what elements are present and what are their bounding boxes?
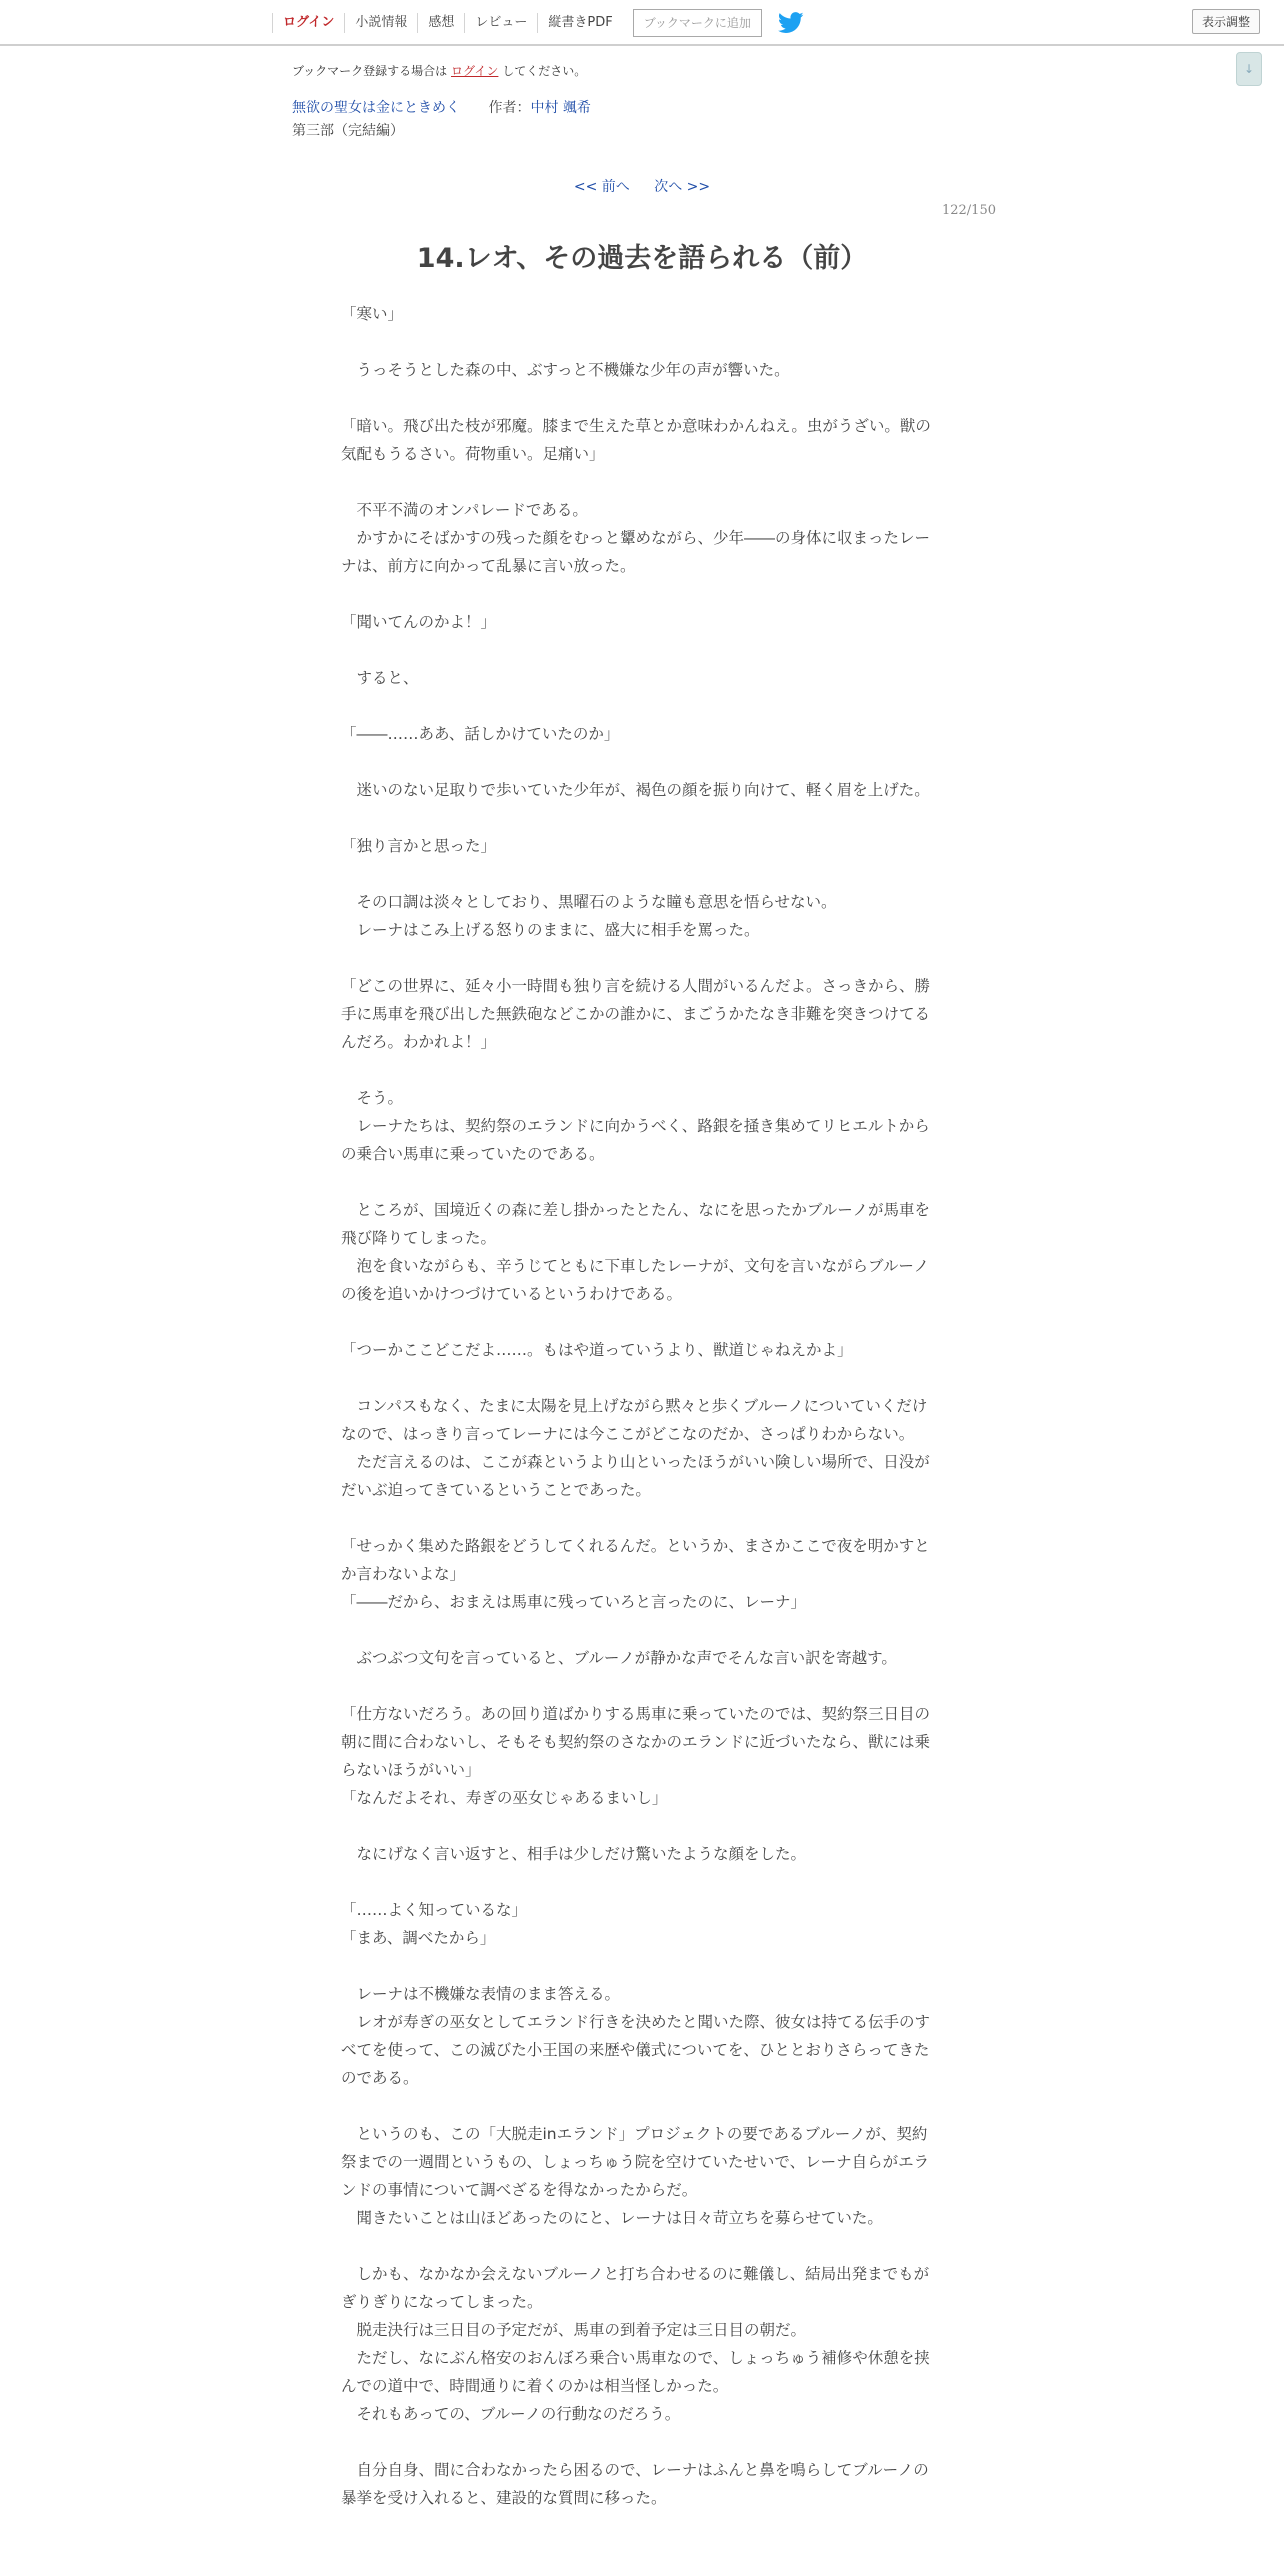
novel-paragraph: レーナはこみ上げる怒りのままに、盛大に相手を罵った。	[341, 921, 760, 939]
chapter-pager	[0, 176, 1284, 196]
main-nav	[272, 0, 804, 46]
blank-line	[341, 2092, 937, 2120]
novel-paragraph: その口調は淡々としており、黒曜石のような瞳も意思を悟らせない。	[341, 893, 837, 911]
nav-vertical-pdf-link[interactable]: 縦書きPDF	[537, 13, 622, 33]
novel-paragraph: 「まあ、調べたから」	[341, 1929, 496, 1947]
part-label: 第三部（完結編）	[292, 123, 404, 139]
novel-paragraph: 不平不満のオンパレードである。	[341, 501, 588, 519]
blank-line	[341, 468, 937, 496]
novel-paragraph: 「寒い」	[341, 305, 404, 323]
display-adjust-button[interactable]: 表示調整	[1192, 9, 1260, 34]
blank-line	[341, 804, 937, 832]
blank-line	[341, 860, 937, 888]
novel-paragraph: 「……よく知っているな」	[341, 1901, 528, 1919]
novel-paragraph: ぶつぶつ文句を言っていると、ブルーノが静かな声でそんな言い訳を寄越す。	[341, 1649, 897, 1667]
novel-paragraph: レーナは不機嫌な表情のまま答える。	[341, 1985, 621, 2003]
novel-paragraph: ただ言えるのは、ここが森というより山といったほうがいい険しい場所で、日没がだいぶ迫ってきているということであった。	[341, 1453, 930, 1499]
novel-paragraph: 自分自身、間に合わなかったら困るので、レーナはふんと鼻を鳴らしてブルーノの暴挙を受け入れると、建設的な質問に移った。	[341, 2461, 929, 2507]
novel-paragraph: 迷いのない足取りで歩いていた少年が、褐色の顔を振り向けて、軽く眉を上げた。	[341, 781, 930, 799]
novel-paragraph: レーナたちは、契約祭のエランドに向かうべく、路銀を掻き集めてリヒエルトからの乗合い馬車に乗っていたのである。	[341, 1117, 930, 1163]
blank-line	[341, 748, 937, 776]
novel-paragraph: 「せっかく集めた路銀をどうしてくれるんだ。というか、まさかここで夜を明かすとか言わないよな」	[341, 1537, 930, 1583]
blank-line	[341, 692, 937, 720]
novel-paragraph: そう。	[341, 1089, 404, 1107]
novel-paragraph: というのも、この「大脱走inエランド」プロジェクトの要であるブルーノが、契約祭までの一週間というもの、しょっちゅう院を空けていたせいで、レーナ自らがエランドの事情について調べざるを得なかったからだ。	[341, 2125, 930, 2199]
nav-review-link[interactable]: レビュー	[464, 13, 537, 33]
novel-paragraph: かすかにそばかすの残った顔をむっと顰めながら、少年――の身体に収まったレーナは、前方に向かって乱暴に言い放った。	[341, 529, 931, 575]
blank-line	[341, 1616, 937, 1644]
novel-paragraph: ただし、なにぶん格安のおんぼろ乗合い馬車なので、しょっちゅう補修や休憩を挟んでの道中で、時間通りに着くのかは相当怪しかった。	[341, 2349, 930, 2395]
novel-paragraph: 「暗い。飛び出た枝が邪魔。膝まで生えた草とか意味わかんねえ。虫がうざい。獣の気配もうるさい。荷物重い。足痛い」	[341, 417, 931, 463]
novel-paragraph: 「つーかここどこだよ……。もはや道っていうより、獣道じゃねえかよ」	[341, 1341, 853, 1359]
blank-line	[341, 1308, 937, 1336]
blank-line	[341, 1812, 937, 1840]
blank-line	[341, 1056, 937, 1084]
blank-line	[341, 384, 937, 412]
blank-line	[341, 580, 937, 608]
novel-paragraph: 脱走決行は三日目の予定だが、馬車の到着予定は三日目の朝だ。	[341, 2321, 807, 2339]
add-bookmark-button[interactable]: ブックマークに追加	[633, 9, 762, 37]
series-title-link[interactable]: 無欲の聖女は金にときめく	[292, 100, 460, 116]
novel-paragraph: レオが寿ぎの巫女としてエランド行きを決めたと聞いた際、彼女は持てる伝手のすべてを使って、この滅びた小王国の来歴や儀式についてを、ひととおりさらってきたのである。	[341, 2013, 931, 2087]
novel-paragraph: 「なんだよそれ、寿ぎの巫女じゃあるまいし」	[341, 1789, 668, 1807]
blank-line	[341, 2232, 937, 2260]
blank-line	[341, 1504, 937, 1532]
blank-line	[341, 1868, 937, 1896]
nav-impressions-link[interactable]: 感想	[417, 13, 464, 33]
novel-paragraph: 泡を食いながらも、辛うじてともに下車したレーナが、文句を言いながらブルーノの後を追いかけつづけているというわけである。	[341, 1257, 930, 1303]
prev-chapter-link[interactable]: << 前へ	[573, 179, 630, 195]
blank-line	[341, 328, 937, 356]
novel-paragraph: すると、	[341, 669, 419, 687]
novel-paragraph: コンパスもなく、たまに太陽を見上げながら黙々と歩くブルーノについていくだけなので、はっきり言ってレーナには今ここがどこなのだか、さっぱりわからない。	[341, 1397, 928, 1443]
novel-paragraph: 「――……ああ、話しかけていたのか」	[341, 725, 620, 743]
novel-body	[341, 300, 937, 2512]
novel-paragraph: なにげなく言い返すと、相手は少しだけ驚いたような顔をした。	[341, 1845, 807, 1863]
top-navigation-bar	[0, 0, 1284, 46]
nav-login-link[interactable]: ログイン	[272, 13, 344, 33]
novel-paragraph: 「仕方ないだろう。あの回り道ばかりする馬車に乗っていたのでは、契約祭三日目の朝に間に合わないし、そもそも契約祭のさなかのエランドに近づいたなら、獣には乗らないほうがいい」	[341, 1705, 931, 1779]
blank-line	[341, 2428, 937, 2456]
next-chapter-link[interactable]: 次へ >>	[654, 179, 711, 195]
page-counter: 122/150	[941, 203, 996, 218]
blank-line	[341, 636, 937, 664]
blank-line	[341, 1672, 937, 1700]
novel-paragraph: 「聞いてんのかよ！」	[341, 613, 497, 631]
bookmark-note-login-link[interactable]: ログイン	[451, 64, 499, 78]
novel-paragraph: 聞きたいことは山ほどあったのにと、レーナは日々苛立ちを募らせていた。	[341, 2209, 883, 2227]
novel-paragraph: ところが、国境近くの森に差し掛かったとたん、なにを思ったかブルーノが馬車を飛び降りてしまった。	[341, 1201, 931, 1247]
series-info	[292, 97, 591, 117]
twitter-bird-icon[interactable]	[778, 12, 804, 34]
novel-paragraph: それもあっての、ブルーノの行動なのだろう。	[341, 2405, 681, 2423]
blank-line	[341, 1168, 937, 1196]
bookmark-note-prefix: ブックマーク登録する場合は	[292, 64, 448, 78]
blank-line	[341, 1364, 937, 1392]
blank-line	[341, 944, 937, 972]
chapter-title: 14.レオ、その過去を語られる（前）	[416, 243, 868, 274]
novel-paragraph: 「独り言かと思った」	[341, 837, 497, 855]
author-name-link[interactable]: 中村 颯希	[530, 100, 591, 116]
author-label: 作者：	[488, 100, 531, 116]
bookmark-note-suffix: してください。	[502, 64, 587, 78]
blank-line	[341, 1952, 937, 1980]
nav-novel-info-link[interactable]: 小説情報	[344, 13, 417, 33]
novel-paragraph: しかも、なかなか会えないブルーノと打ち合わせるのに難儀し、結局出発までもがぎりぎりになってしまった。	[341, 2265, 930, 2311]
bookmark-login-note	[292, 62, 586, 79]
novel-paragraph: 「――だから、おまえは馬車に残っていろと言ったのに、レーナ」	[341, 1593, 807, 1611]
novel-paragraph: うっそうとした森の中、ぶすっと不機嫌な少年の声が響いた。	[341, 361, 790, 379]
novel-paragraph: 「どこの世界に、延々小一時間も独り言を続ける人間がいるんだよ。さっきから、勝手に馬車を飛び出した無鉄砲などこかの誰かに、まごうかたなき非難を突きつけてるんだろ。わかれよ！」	[341, 977, 931, 1051]
scroll-down-tab[interactable]: ↓	[1236, 52, 1262, 86]
